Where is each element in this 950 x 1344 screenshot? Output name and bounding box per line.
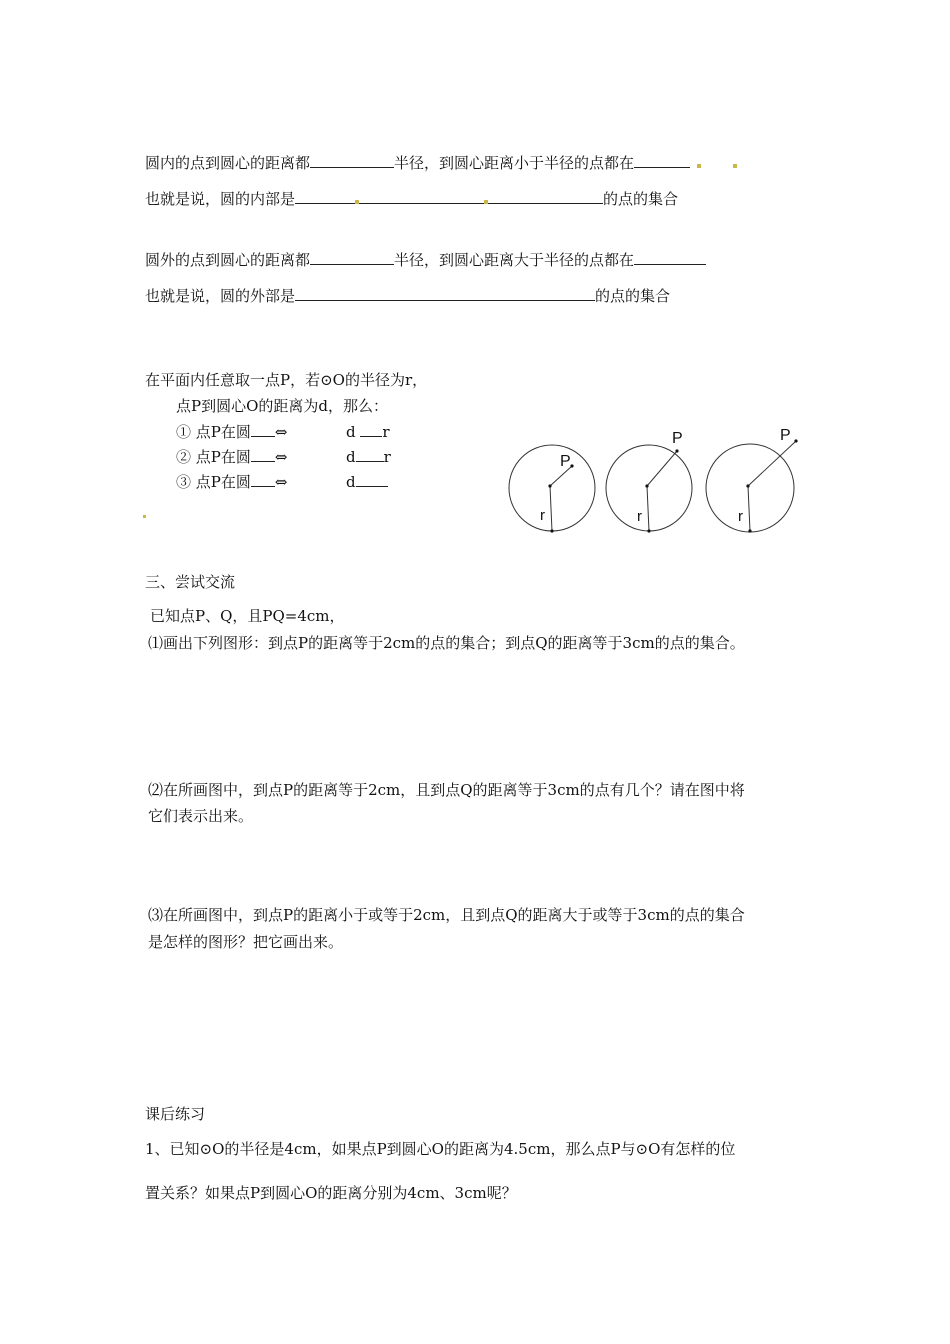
blank-field[interactable] bbox=[295, 188, 603, 204]
section-heading: 三、尝试交流 bbox=[145, 573, 236, 591]
position-intro-1: 在平面内任意取一点P，若⊙O的半径为r， bbox=[145, 371, 428, 389]
item-r: r bbox=[383, 448, 391, 466]
blank-field[interactable] bbox=[251, 446, 275, 462]
inside-line-1 bbox=[145, 152, 690, 173]
item-label: ③ 点P在圆 bbox=[176, 473, 251, 491]
radius-r-label: r bbox=[540, 507, 545, 524]
position-item-1-relation bbox=[346, 421, 390, 442]
circle-figure-on bbox=[606, 430, 692, 533]
inside-text-d: 的点的集合 bbox=[603, 190, 679, 208]
point-p-label: P bbox=[560, 453, 571, 470]
outside-line-2 bbox=[145, 285, 670, 306]
blank-field[interactable] bbox=[356, 471, 388, 487]
item-label: ② 点P在圆 bbox=[176, 448, 251, 466]
blank-field[interactable] bbox=[251, 421, 275, 437]
question-2-line-1: ⑵在所画图中，到点P的距离等于2cm，且到点Q的距离等于3cm的点有几个？请在图中将 bbox=[148, 781, 745, 799]
item-d: d bbox=[346, 423, 356, 441]
given-text: 已知点P、Q，且PQ=4cm， bbox=[150, 607, 345, 625]
question-3-line-1: ⑶在所画图中，到点P的距离小于或等于2cm，且到点Q的距离大于或等于3cm的点的集合 bbox=[148, 906, 745, 924]
position-item-3-relation bbox=[346, 471, 388, 492]
speck-mark bbox=[143, 515, 146, 518]
question-1: ⑴画出下列图形：到点P的距离等于2cm的点的集合；到点Q的距离等于3cm的点的集合。 bbox=[148, 634, 745, 652]
speck-mark bbox=[484, 200, 488, 204]
iff-icon: ⇔ bbox=[274, 448, 288, 466]
inside-text-c: 也就是说，圆的内部是 bbox=[145, 190, 296, 208]
homework-heading: 课后练习 bbox=[145, 1105, 206, 1123]
position-item-1 bbox=[176, 421, 287, 442]
homework-question-line-1: 1、已知⊙O的半径是4cm，如果点P到圆心O的距离为4.5cm，那么点P与⊙O有怎样的位 bbox=[145, 1140, 736, 1158]
blank-field[interactable] bbox=[310, 152, 394, 168]
position-item-3 bbox=[176, 471, 287, 492]
blank-field[interactable] bbox=[634, 152, 690, 168]
radius-r-label: r bbox=[637, 508, 642, 525]
outside-text-b: 半径，到圆心距离大于半径的点都在 bbox=[394, 251, 635, 269]
question-3-line-2: 是怎样的图形？把它画出来。 bbox=[148, 933, 344, 951]
item-label: ① 点P在圆 bbox=[176, 423, 251, 441]
inside-line-2 bbox=[145, 188, 678, 209]
item-d: d bbox=[346, 448, 356, 466]
item-d: d bbox=[346, 473, 356, 491]
iff-icon: ⇔ bbox=[274, 423, 288, 441]
speck-mark bbox=[355, 200, 359, 204]
circle-figure-outside bbox=[706, 427, 798, 533]
inside-text-b: 半径，到圆心距离小于半径的点都在 bbox=[394, 154, 635, 172]
blank-field[interactable] bbox=[251, 471, 275, 487]
outside-text-c: 也就是说，圆的外部是 bbox=[145, 287, 296, 305]
speck-mark bbox=[733, 164, 737, 168]
iff-icon: ⇔ bbox=[274, 473, 288, 491]
blank-field[interactable] bbox=[360, 421, 382, 437]
blank-field[interactable] bbox=[634, 249, 706, 265]
outside-text-a: 圆外的点到圆心的距离都 bbox=[145, 251, 311, 269]
outside-text-d: 的点的集合 bbox=[595, 287, 671, 305]
blank-field[interactable] bbox=[310, 249, 394, 265]
position-item-2 bbox=[176, 446, 287, 467]
circle-figures bbox=[500, 420, 810, 540]
blank-field[interactable] bbox=[356, 446, 384, 462]
point-p-label: P bbox=[672, 430, 683, 447]
position-item-2-relation bbox=[346, 446, 391, 467]
inside-text-a: 圆内的点到圆心的距离都 bbox=[145, 154, 311, 172]
radius-r-label: r bbox=[738, 508, 743, 525]
outside-line-1 bbox=[145, 249, 706, 270]
question-2-line-2: 它们表示出来。 bbox=[148, 807, 254, 825]
position-intro-2: 点P到圆心O的距离为d，那么： bbox=[176, 397, 388, 415]
speck-mark bbox=[697, 164, 701, 168]
item-r: r bbox=[382, 423, 390, 441]
blank-field[interactable] bbox=[295, 285, 595, 301]
circle-figure-inside bbox=[509, 445, 595, 533]
point-p-label: P bbox=[780, 427, 791, 444]
homework-question-line-2: 置关系？如果点P到圆心O的距离分别为4cm、3cm呢？ bbox=[145, 1184, 517, 1202]
